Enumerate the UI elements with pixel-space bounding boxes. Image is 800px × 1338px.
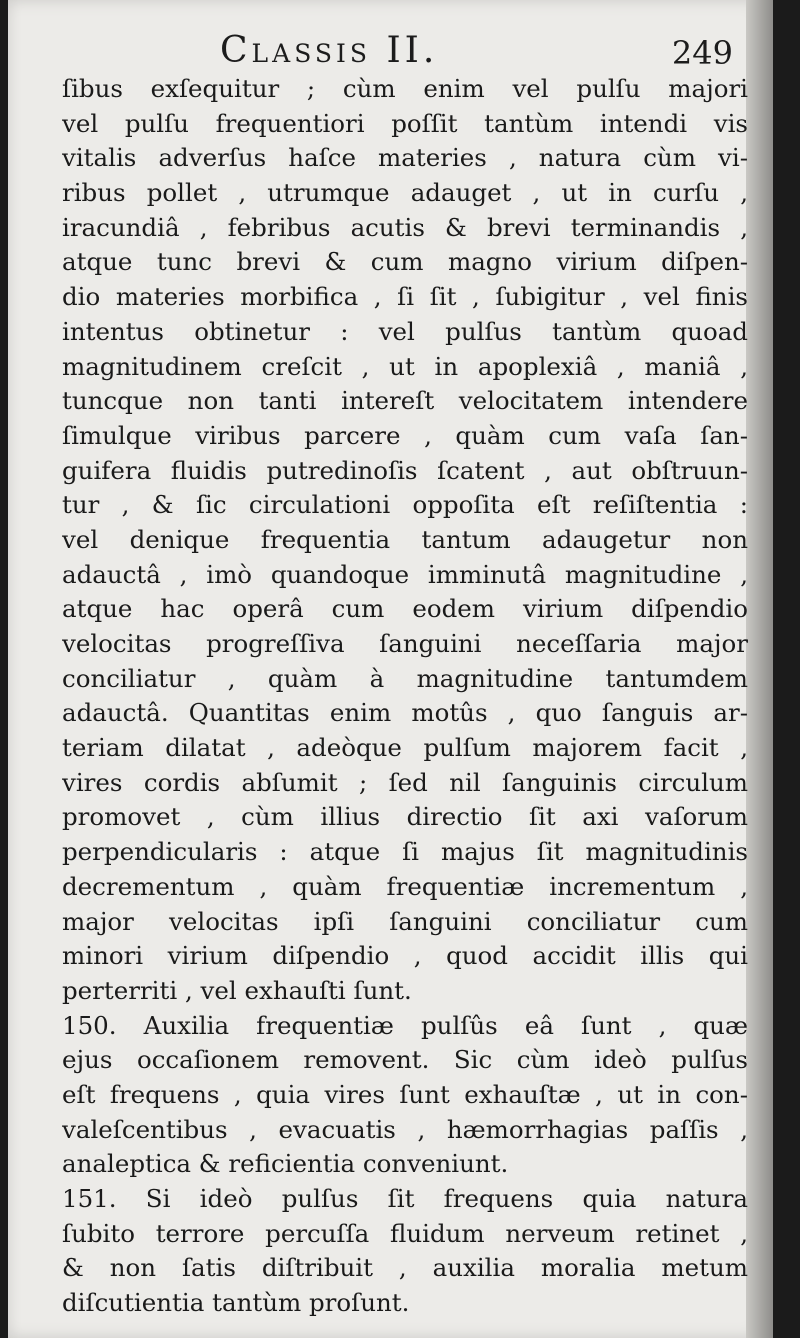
text-line: valeſcentibus , evacuatis , hæmorrhagias paſſis , xyxy=(62,1114,748,1144)
text-line: 151. Si ideò pulſus ſit frequens quia natura xyxy=(62,1184,748,1213)
text-line: perterriti , vel exhauſti ſunt. xyxy=(62,975,412,1005)
text-line: ribus pollet , utrumque adauget , ut in curſu , xyxy=(62,178,748,208)
text-line: ſimulque viribus parcere , quàm cum vaſa ſan- xyxy=(62,420,748,450)
text-line: vel denique frequentia tantum adaugetur non xyxy=(62,524,748,554)
text-line: dio materies morbifica , ſi ſit , ſubigitur , vel finis xyxy=(62,282,748,312)
text-line: intentus obtinetur : vel pulſus tantùm quoad xyxy=(62,316,748,346)
text-line: ſubito terrore percuſſa fluidum nerveum retinet , xyxy=(62,1218,748,1248)
text-line: decrementum , quàm frequentiæ incrementum , xyxy=(62,871,748,901)
book-page xyxy=(8,0,773,1338)
text-line: ſibus exſequitur ; cùm enim vel pulſu majori xyxy=(62,74,748,103)
text-line: ejus occaſionem removent. Sic cùm ideò pulſus xyxy=(62,1045,748,1075)
text-line: tur , & ſic circulationi oppoſita eſt reſiſtentia : xyxy=(62,490,748,520)
text-line: promovet , cùm illius directio ſit axi vaſorum xyxy=(62,802,748,832)
text-line: teriam dilatat , adeòque pulſum majorem facit , xyxy=(62,733,748,763)
text-line: atque tunc brevi & cum magno virium diſpen- xyxy=(62,247,748,277)
text-line: minori virium diſpendio , quod accidit illis qui xyxy=(62,941,748,971)
text-line: iracundiâ , febribus acutis & brevi terminandis , xyxy=(62,212,748,242)
text-line: adauctâ. Quantitas enim motûs , quo ſanguis ar- xyxy=(62,698,748,728)
text-line: adauctâ , imò quandoque imminutâ magnitudine , xyxy=(62,559,748,589)
body-text xyxy=(62,72,748,1321)
text-line: analeptica & reficientia conveniunt. xyxy=(62,1149,509,1179)
page-number: 249 xyxy=(671,34,733,72)
text-line: atque hac operâ cum eodem virium diſpendio xyxy=(62,594,748,624)
text-line: vel pulſu frequentiori poſſit tantùm intendi vis xyxy=(62,108,748,138)
text-line: conciliatur , quàm à magnitudine tantumdem xyxy=(62,663,748,693)
text-line: vires cordis abſumit ; ſed nil ſanguinis circulum xyxy=(62,767,748,797)
text-line: eſt frequens , quia vires ſunt exhauſtæ , ut in con- xyxy=(62,1079,748,1109)
text-line: 150. Auxilia frequentiæ pulſûs eâ ſunt , quæ xyxy=(62,1010,748,1040)
text-line: magnitudinem creſcit , ut in apoplexiâ , maniâ , xyxy=(62,351,748,381)
text-line: & non ſatis diſtribuit , auxilia moralia metum xyxy=(62,1253,748,1283)
text-line: perpendicularis : atque ſi majus ſit magnitudinis xyxy=(62,837,748,867)
text-line: diſcutientia tantùm proſunt. xyxy=(62,1288,410,1318)
text-line: tuncque non tanti intereſt velocitatem intendere xyxy=(62,386,748,416)
text-line: velocitas progreſſiva ſanguini neceſſaria major xyxy=(62,629,748,658)
text-line: vitalis adverſus haſce materies , natura cùm vi- xyxy=(62,143,748,173)
text-line: major velocitas ipſi ſanguini conciliatur cum xyxy=(62,906,748,936)
text-line: guifera fluidis putredinoſis ſcatent , aut obſtruun- xyxy=(62,455,748,485)
running-head-title: Classis II. xyxy=(220,30,439,71)
page-edge-shadow xyxy=(746,0,773,1338)
